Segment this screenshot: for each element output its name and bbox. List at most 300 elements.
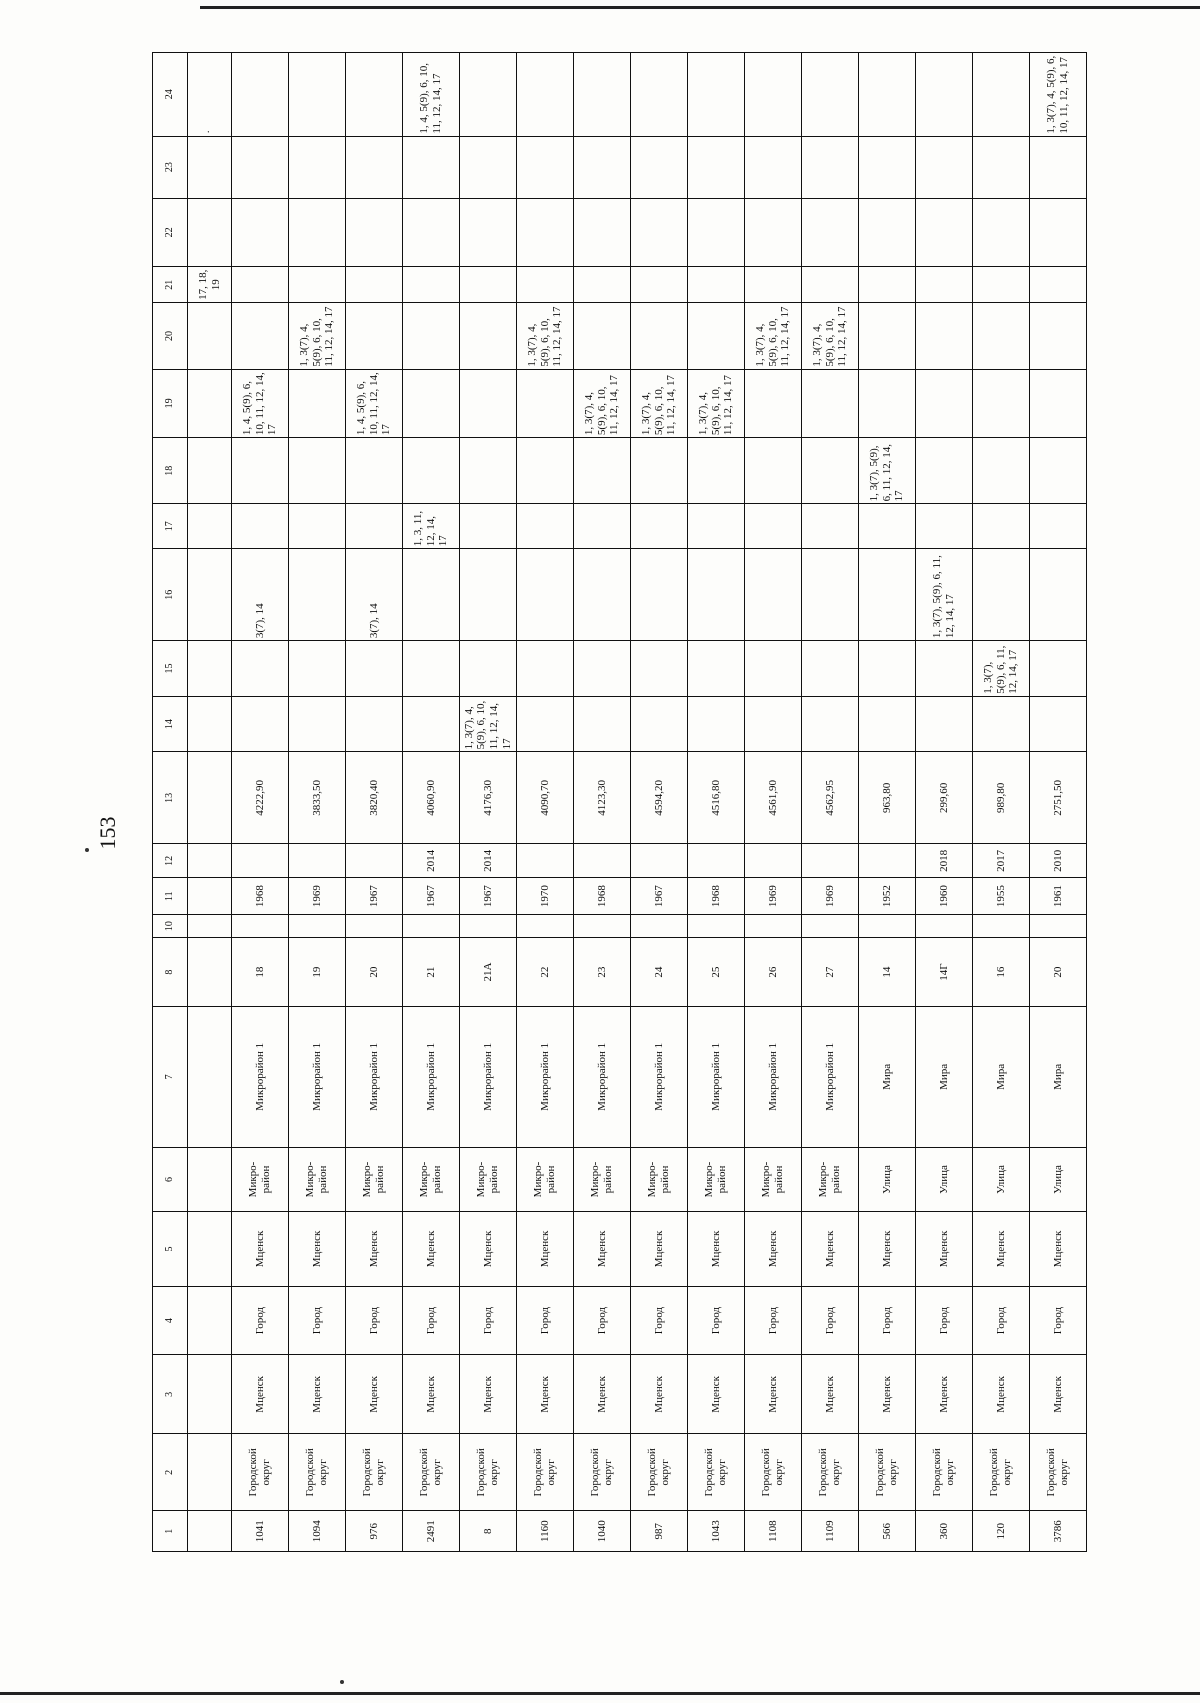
cell-col-15 [574, 641, 631, 697]
cell-col-18 [232, 438, 289, 504]
cell-col-6: Микро-район [574, 1147, 631, 1211]
cell-col-1: 1108 [745, 1511, 802, 1552]
cell-col-13: 3833,50 [289, 752, 346, 844]
column-number: 5 [153, 1212, 188, 1287]
cell-col-6: Микро-район [688, 1147, 745, 1211]
table-row [346, 53, 403, 1552]
cell-col-20: 1, 3(7), 4, 5(9), 6, 10, 11, 12, 14, 17 [517, 303, 574, 369]
cell-col-18 [289, 438, 346, 504]
cell-col-11: 1968 [574, 878, 631, 914]
cell-col-15 [517, 641, 574, 697]
cell-col-24 [460, 53, 517, 137]
cell-col-1: 987 [631, 1511, 688, 1552]
cell-col-8: 26 [745, 938, 802, 1006]
cell-col-12: 2010 [1030, 844, 1087, 878]
cell-col-18 [688, 438, 745, 504]
cell-col-8: 22 [517, 938, 574, 1006]
cell-col-10 [916, 914, 973, 938]
cell-col-18 [973, 438, 1030, 504]
cell-col-15 [460, 641, 517, 697]
cell-col-19 [188, 369, 232, 437]
cell-col-17 [188, 504, 232, 549]
cell-col-12 [631, 844, 688, 878]
cell-col-18 [574, 438, 631, 504]
cell-col-23 [403, 136, 460, 198]
cell-col-20 [631, 303, 688, 369]
cell-col-22 [403, 198, 460, 266]
table-row [289, 53, 346, 1552]
column-number: 18 [153, 438, 188, 504]
cell-col-5: Мценск [631, 1212, 688, 1287]
table-row [574, 53, 631, 1552]
cell-col-22 [916, 198, 973, 266]
cell-col-3: Мценск [859, 1355, 916, 1434]
cell-col-21 [688, 267, 745, 303]
cell-col-5: Мценск [460, 1212, 517, 1287]
cell-col-19 [916, 369, 973, 437]
cell-col-22 [1030, 198, 1087, 266]
cell-col-2: Городской округ [346, 1434, 403, 1511]
cell-col-5: Мценск [859, 1212, 916, 1287]
cell-col-5 [188, 1212, 232, 1287]
cell-col-23 [188, 136, 232, 198]
cell-col-7: Микрорайон 1 [346, 1006, 403, 1147]
scan-border-top [200, 6, 1200, 9]
cell-col-11: 1967 [631, 878, 688, 914]
cell-col-18: 1, 3(7), 5(9), 6, 11, 12, 14, 17 [859, 438, 916, 504]
cell-col-24: 1, 3(7), 4, 5(9), 6, 10, 11, 12, 14, 17 [1030, 53, 1087, 137]
cell-col-16 [745, 549, 802, 641]
cell-col-14 [688, 696, 745, 752]
cell-col-14 [631, 696, 688, 752]
column-number: 21 [153, 267, 188, 303]
cell-col-23 [1030, 136, 1087, 198]
cell-col-24: · [188, 53, 232, 137]
cell-col-15 [289, 641, 346, 697]
cell-col-16: 3(7), 14 [346, 549, 403, 641]
cell-col-21 [289, 267, 346, 303]
cell-col-14 [346, 696, 403, 752]
cell-col-2: Городской округ [916, 1434, 973, 1511]
cell-col-22 [631, 198, 688, 266]
cell-col-4: Город [859, 1286, 916, 1354]
table-row [232, 53, 289, 1552]
cell-col-18 [745, 438, 802, 504]
cell-col-4: Город [289, 1286, 346, 1354]
cell-col-23 [916, 136, 973, 198]
cell-col-19 [460, 369, 517, 437]
cell-col-15 [859, 641, 916, 697]
column-number: 11 [153, 878, 188, 914]
cell-col-22 [460, 198, 517, 266]
cell-col-2: Городской округ [517, 1434, 574, 1511]
cell-col-6: Микро-район [346, 1147, 403, 1211]
cell-col-10 [574, 914, 631, 938]
cell-col-13: 4123,30 [574, 752, 631, 844]
cell-col-3: Мценск [346, 1355, 403, 1434]
cell-col-17 [859, 504, 916, 549]
cell-col-17 [1030, 504, 1087, 549]
cell-col-15 [631, 641, 688, 697]
cell-col-5: Мценск [916, 1212, 973, 1287]
cell-col-24 [289, 53, 346, 137]
column-number: 16 [153, 549, 188, 641]
cell-col-6: Микро-район [631, 1147, 688, 1211]
cell-col-19: 1, 4, 5(9), 6, 10, 11, 12, 14, 17 [232, 369, 289, 437]
cell-col-2: Городской округ [631, 1434, 688, 1511]
cell-col-21 [859, 267, 916, 303]
cell-col-4: Город [973, 1286, 1030, 1354]
cell-col-3: Мценск [1030, 1355, 1087, 1434]
cell-col-15 [1030, 641, 1087, 697]
cell-col-22 [745, 198, 802, 266]
cell-col-15 [346, 641, 403, 697]
cell-col-17 [460, 504, 517, 549]
cell-col-1: 1094 [289, 1511, 346, 1552]
cell-col-21 [631, 267, 688, 303]
housing-register-table [152, 52, 1087, 1552]
cell-col-6: Микро-район [517, 1147, 574, 1211]
cell-col-16 [289, 549, 346, 641]
cell-col-6: Микро-район [802, 1147, 859, 1211]
cell-col-4: Город [346, 1286, 403, 1354]
cell-col-21 [745, 267, 802, 303]
cell-col-14 [574, 696, 631, 752]
cell-col-12 [802, 844, 859, 878]
cell-col-19 [289, 369, 346, 437]
cell-col-7: Микрорайон 1 [745, 1006, 802, 1147]
cell-col-22 [688, 198, 745, 266]
cell-col-8: 20 [1030, 938, 1087, 1006]
cell-col-24 [916, 53, 973, 137]
cell-col-12 [188, 844, 232, 878]
cell-col-18 [631, 438, 688, 504]
cell-col-6: Улица [973, 1147, 1030, 1211]
cell-col-22 [517, 198, 574, 266]
cell-col-14 [916, 696, 973, 752]
cell-col-20 [403, 303, 460, 369]
column-number: 24 [153, 53, 188, 137]
cell-col-14: 1, 3(7), 4, 5(9), 6, 10, 11, 12, 14, 17 [460, 696, 517, 752]
cell-col-3: Мценск [517, 1355, 574, 1434]
cell-col-4: Город [517, 1286, 574, 1354]
cell-col-12: 2018 [916, 844, 973, 878]
table-row [517, 53, 574, 1552]
cell-col-12 [517, 844, 574, 878]
cell-col-3: Мценск [460, 1355, 517, 1434]
cell-col-18 [1030, 438, 1087, 504]
cell-col-20 [232, 303, 289, 369]
cell-col-17 [574, 504, 631, 549]
table-row [403, 53, 460, 1552]
cell-col-14 [232, 696, 289, 752]
cell-col-23 [973, 136, 1030, 198]
cell-col-23 [460, 136, 517, 198]
cell-col-1: 1160 [517, 1511, 574, 1552]
cell-col-12: 2014 [403, 844, 460, 878]
cell-col-7: Микрорайон 1 [289, 1006, 346, 1147]
cell-col-11: 1961 [1030, 878, 1087, 914]
cell-col-17 [517, 504, 574, 549]
cell-col-16 [574, 549, 631, 641]
cell-col-3: Мценск [688, 1355, 745, 1434]
cell-col-21 [232, 267, 289, 303]
cell-col-13: 989,80 [973, 752, 1030, 844]
cell-col-17 [802, 504, 859, 549]
cell-col-7: Мира [859, 1006, 916, 1147]
cell-col-1: 1109 [802, 1511, 859, 1552]
cell-col-16: 3(7), 14 [232, 549, 289, 641]
cell-col-8: 27 [802, 938, 859, 1006]
cell-col-20 [460, 303, 517, 369]
cell-col-13: 4090,70 [517, 752, 574, 844]
cell-col-19 [403, 369, 460, 437]
cell-col-16 [859, 549, 916, 641]
cell-col-14 [188, 696, 232, 752]
cell-col-18 [916, 438, 973, 504]
cell-col-8: 23 [574, 938, 631, 1006]
cell-col-22 [188, 198, 232, 266]
cell-col-7: Микрорайон 1 [631, 1006, 688, 1147]
column-number: 14 [153, 696, 188, 752]
cell-col-18 [460, 438, 517, 504]
cell-col-16 [802, 549, 859, 641]
cell-col-5: Мценск [346, 1212, 403, 1287]
cell-col-16 [688, 549, 745, 641]
cell-col-20 [346, 303, 403, 369]
cell-col-23 [574, 136, 631, 198]
cell-col-10 [232, 914, 289, 938]
cell-col-15 [802, 641, 859, 697]
cell-col-18 [802, 438, 859, 504]
cell-col-7: Микрорайон 1 [460, 1006, 517, 1147]
cell-col-19 [517, 369, 574, 437]
cell-col-12 [289, 844, 346, 878]
cell-col-2: Городской округ [574, 1434, 631, 1511]
cell-col-11: 1960 [916, 878, 973, 914]
cell-col-11: 1952 [859, 878, 916, 914]
cell-col-8: 16 [973, 938, 1030, 1006]
cell-col-23 [517, 136, 574, 198]
cell-col-12: 2014 [460, 844, 517, 878]
cell-col-20 [916, 303, 973, 369]
cell-col-22 [574, 198, 631, 266]
cell-col-24 [631, 53, 688, 137]
cell-col-4: Город [916, 1286, 973, 1354]
cell-col-8: 20 [346, 938, 403, 1006]
cell-col-17 [631, 504, 688, 549]
cell-col-4: Город [574, 1286, 631, 1354]
cell-col-4: Город [745, 1286, 802, 1354]
cell-col-4: Город [631, 1286, 688, 1354]
cell-col-2: Городской округ [973, 1434, 1030, 1511]
cell-col-5: Мценск [973, 1212, 1030, 1287]
cell-col-19: 1, 4, 5(9), 6, 10, 11, 12, 14, 17 [346, 369, 403, 437]
cell-col-6 [188, 1147, 232, 1211]
cell-col-7: Микрорайон 1 [232, 1006, 289, 1147]
cell-col-8: 14Г [916, 938, 973, 1006]
cell-col-2: Городской округ [1030, 1434, 1087, 1511]
cell-col-18 [517, 438, 574, 504]
cell-col-12 [346, 844, 403, 878]
column-number: 10 [153, 914, 188, 938]
cell-col-20 [859, 303, 916, 369]
cell-col-16 [631, 549, 688, 641]
cell-col-6: Улица [1030, 1147, 1087, 1211]
cell-col-10 [289, 914, 346, 938]
cell-col-22 [973, 198, 1030, 266]
cell-col-10 [188, 914, 232, 938]
cell-col-13: 4562,95 [802, 752, 859, 844]
cell-col-4 [188, 1286, 232, 1354]
cell-col-7: Микрорайон 1 [517, 1006, 574, 1147]
cell-col-4: Город [232, 1286, 289, 1354]
table-row [802, 53, 859, 1552]
cell-col-8: 14 [859, 938, 916, 1006]
cell-col-20 [688, 303, 745, 369]
cell-col-10 [802, 914, 859, 938]
cell-col-22 [859, 198, 916, 266]
cell-col-12 [859, 844, 916, 878]
cell-col-6: Микро-район [460, 1147, 517, 1211]
cell-col-17 [346, 504, 403, 549]
cell-col-21 [346, 267, 403, 303]
cell-col-24 [517, 53, 574, 137]
cell-col-21 [403, 267, 460, 303]
cell-col-3: Мценск [574, 1355, 631, 1434]
cell-col-21 [460, 267, 517, 303]
cell-col-11: 1968 [232, 878, 289, 914]
cell-col-17 [745, 504, 802, 549]
column-number: 15 [153, 641, 188, 697]
cell-col-15 [916, 641, 973, 697]
column-number: 6 [153, 1147, 188, 1211]
cell-col-3: Мценск [802, 1355, 859, 1434]
cell-col-6: Микро-район [289, 1147, 346, 1211]
cell-col-2: Городской округ [289, 1434, 346, 1511]
cell-col-5: Мценск [1030, 1212, 1087, 1287]
cell-col-22 [289, 198, 346, 266]
cell-col-13: 299,60 [916, 752, 973, 844]
cell-col-20: 1, 3(7), 4, 5(9), 6, 10, 11, 12, 14, 17 [802, 303, 859, 369]
column-number: 23 [153, 136, 188, 198]
cell-col-21 [574, 267, 631, 303]
cell-col-3: Мценск [289, 1355, 346, 1434]
cell-col-22 [232, 198, 289, 266]
cell-col-2: Городской округ [859, 1434, 916, 1511]
column-number-row [153, 53, 188, 1552]
cell-col-8 [188, 938, 232, 1006]
column-number: 2 [153, 1434, 188, 1511]
cell-col-22 [346, 198, 403, 266]
cell-col-19 [1030, 369, 1087, 437]
cell-col-7: Микрорайон 1 [403, 1006, 460, 1147]
cell-col-10 [688, 914, 745, 938]
cell-col-10 [631, 914, 688, 938]
cell-col-23 [346, 136, 403, 198]
cell-col-8: 19 [289, 938, 346, 1006]
cell-col-1: 1040 [574, 1511, 631, 1552]
cell-col-13: 4594,20 [631, 752, 688, 844]
cell-col-19 [973, 369, 1030, 437]
table-row [631, 53, 688, 1552]
cell-col-7: Микрорайон 1 [574, 1006, 631, 1147]
scan-speck [340, 1680, 344, 1684]
column-number: 22 [153, 198, 188, 266]
cell-col-11: 1955 [973, 878, 1030, 914]
cell-col-13: 3820,40 [346, 752, 403, 844]
cell-col-23 [289, 136, 346, 198]
cell-col-13: 4060,90 [403, 752, 460, 844]
cell-col-16 [403, 549, 460, 641]
table-row [688, 53, 745, 1552]
cell-col-5: Мценск [403, 1212, 460, 1287]
cell-col-20 [973, 303, 1030, 369]
cell-col-7: Мира [916, 1006, 973, 1147]
cell-col-12 [745, 844, 802, 878]
cell-col-20 [574, 303, 631, 369]
cell-col-10 [403, 914, 460, 938]
cell-col-22 [802, 198, 859, 266]
cell-col-18 [346, 438, 403, 504]
cell-col-24: 1, 4, 5(9), 6, 10, 11, 12, 14, 17 [403, 53, 460, 137]
cell-col-19: 1, 3(7), 4, 5(9), 6, 10, 11, 12, 14, 17 [574, 369, 631, 437]
cell-col-3: Мценск [631, 1355, 688, 1434]
cell-col-10 [1030, 914, 1087, 938]
cell-col-19 [802, 369, 859, 437]
cell-col-11 [188, 878, 232, 914]
cell-col-15: 1, 3(7), 5(9), 6, 11, 12, 14, 17 [973, 641, 1030, 697]
cell-col-14 [859, 696, 916, 752]
cell-col-17: 1, 3, 11, 12, 14, 17 [403, 504, 460, 549]
cell-col-12: 2017 [973, 844, 1030, 878]
cell-col-1: 2491 [403, 1511, 460, 1552]
cell-col-17 [688, 504, 745, 549]
cell-col-23 [745, 136, 802, 198]
cell-col-5: Мценск [232, 1212, 289, 1287]
cell-col-2: Городской округ [460, 1434, 517, 1511]
cell-col-21 [973, 267, 1030, 303]
cell-col-16: 1, 3(7), 5(9), 6, 11, 12, 14, 17 [916, 549, 973, 641]
cell-col-3: Мценск [403, 1355, 460, 1434]
cell-col-17 [973, 504, 1030, 549]
cell-col-8: 18 [232, 938, 289, 1006]
cell-col-1: 8 [460, 1511, 517, 1552]
cell-col-24 [802, 53, 859, 137]
cell-col-24 [346, 53, 403, 137]
cell-col-7: Мира [973, 1006, 1030, 1147]
cell-col-23 [802, 136, 859, 198]
cell-col-5: Мценск [688, 1212, 745, 1287]
cell-col-1 [188, 1511, 232, 1552]
cell-col-2: Городской округ [232, 1434, 289, 1511]
cell-col-4: Город [688, 1286, 745, 1354]
column-number: 20 [153, 303, 188, 369]
cell-col-10 [346, 914, 403, 938]
column-number: 12 [153, 844, 188, 878]
cell-col-13 [188, 752, 232, 844]
cell-col-24 [688, 53, 745, 137]
cell-col-13: 4516,80 [688, 752, 745, 844]
cell-col-8: 24 [631, 938, 688, 1006]
table-row [188, 53, 232, 1552]
cell-col-1: 360 [916, 1511, 973, 1552]
cell-col-21 [802, 267, 859, 303]
cell-col-5: Мценск [802, 1212, 859, 1287]
cell-col-11: 1969 [802, 878, 859, 914]
cell-col-2: Городской округ [745, 1434, 802, 1511]
cell-col-8: 21А [460, 938, 517, 1006]
